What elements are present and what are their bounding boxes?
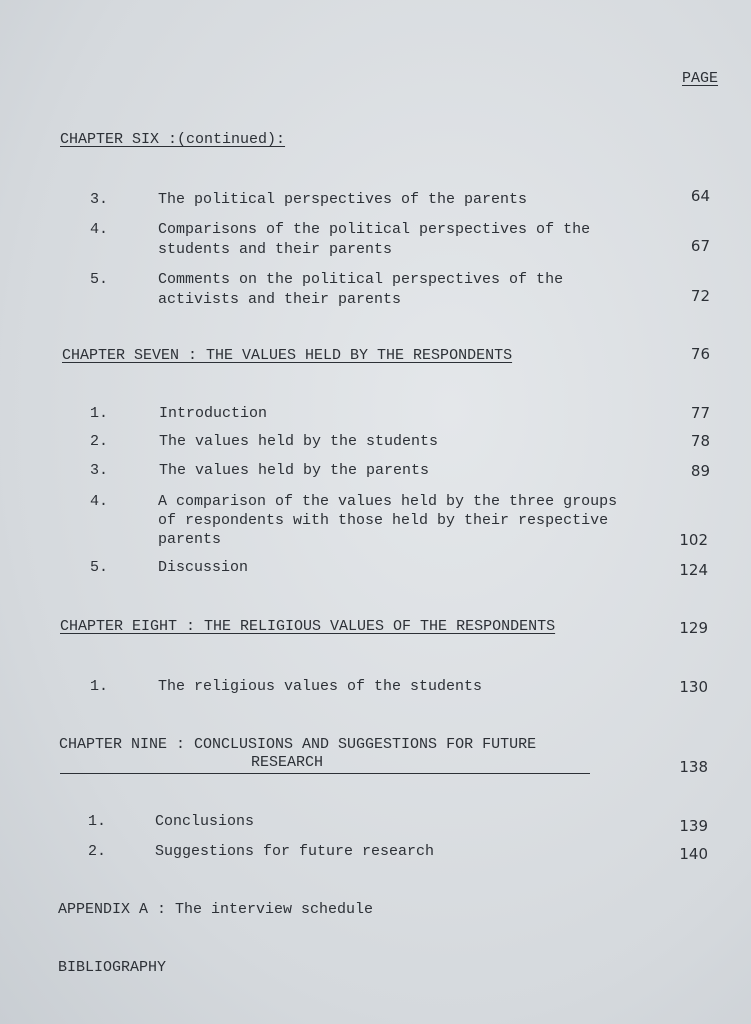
item-page: 139	[679, 817, 708, 835]
item-title: Introduction	[159, 405, 268, 422]
item-title: The values held by the parents	[159, 462, 430, 479]
item-number: 5.	[90, 559, 109, 576]
item-title: Suggestions for future research	[155, 843, 435, 860]
page-column-label: PAGE	[682, 70, 719, 87]
item-page: 89	[690, 462, 710, 480]
item-title: Conclusions	[155, 813, 255, 830]
item-number: 4.	[90, 493, 109, 510]
appendix-entry: APPENDIX A : The interview schedule	[58, 901, 374, 918]
item-number: 2.	[90, 433, 109, 450]
item-page: 78	[690, 432, 710, 450]
item-page: 124	[679, 561, 708, 579]
item-page: 72	[690, 287, 710, 305]
item-title: A comparison of the values held by the three groups	[158, 493, 618, 510]
item-title: Discussion	[158, 559, 249, 576]
chapter-eight-heading: CHAPTER EIGHT : THE RELIGIOUS VALUES OF THE RESPONDENTS	[60, 618, 556, 635]
item-number: 2.	[88, 843, 107, 860]
bibliography-entry: BIBLIOGRAPHY	[58, 959, 167, 976]
item-number: 1.	[90, 678, 109, 695]
item-title: The political perspectives of the parents	[158, 191, 528, 208]
chapter-nine-heading: CHAPTER NINE : CONCLUSIONS AND SUGGESTIONS FOR FUTURE	[59, 736, 537, 753]
item-number: 3.	[90, 462, 109, 479]
item-page: 102	[679, 531, 708, 549]
item-number: 3.	[90, 191, 109, 208]
chapter-page: 138	[679, 758, 708, 776]
item-page: 130	[679, 678, 708, 696]
item-title: Comments on the political perspectives of the	[158, 271, 564, 288]
chapter-six-heading: CHAPTER SIX :(continued):	[60, 131, 286, 148]
item-title: students and their parents	[158, 241, 393, 258]
chapter-page: 76	[690, 345, 710, 363]
item-page: 140	[679, 845, 708, 863]
heading-underline	[60, 773, 590, 774]
item-title: activists and their parents	[158, 291, 402, 308]
item-number: 1.	[88, 813, 107, 830]
item-page: 67	[690, 237, 710, 255]
item-number: 4.	[90, 221, 109, 238]
item-title: The values held by the students	[159, 433, 439, 450]
item-title: Comparisons of the political perspectives of the	[158, 221, 591, 238]
item-page: 64	[690, 187, 710, 205]
chapter-nine-heading: RESEARCH	[251, 754, 324, 771]
item-title: The religious values of the students	[158, 678, 483, 695]
item-page: 77	[690, 404, 710, 422]
chapter-seven-heading: CHAPTER SEVEN : THE VALUES HELD BY THE RESPONDENTS	[62, 347, 513, 364]
item-number: 5.	[90, 271, 109, 288]
chapter-page: 129	[679, 619, 708, 637]
item-number: 1.	[90, 405, 109, 422]
item-title: of respondents with those held by their respective	[158, 512, 609, 529]
item-title: parents	[158, 531, 222, 548]
